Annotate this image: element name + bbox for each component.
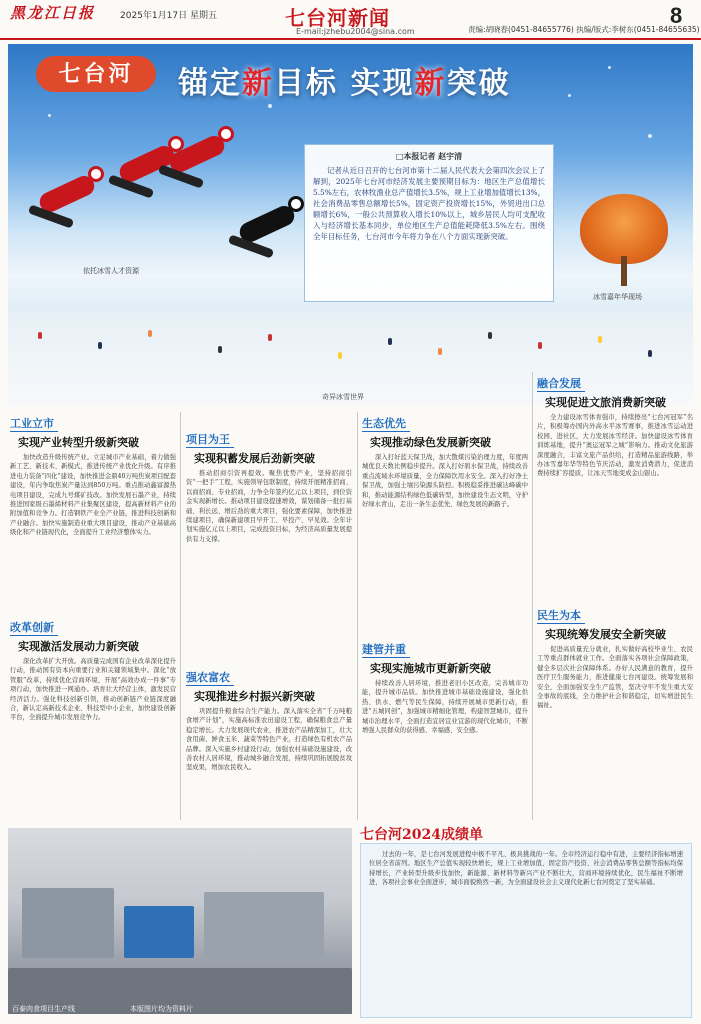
newspaper-logo: 黑龙江日报 xyxy=(10,4,96,22)
images-credit: 本版图片均为资料片 xyxy=(130,1005,193,1013)
factory-photo xyxy=(8,828,352,1014)
factory-caption: 百泰肉食项目生产线 xyxy=(12,1005,75,1013)
snowflake-icon xyxy=(568,94,571,97)
article-body: 深入打好蓝天保卫战，加大散煤污染治理力度，年度两城优良天数比例稳步提升。深入打好碧水保卫战，持续改善重点流域水环境质量，全力保障饮用水安全。深入打好净土保卫战，加强土壤污染源头防控。积极稳妥推进碳达峰碳中和，推动能源结构绿色低碳转型，加快建设生态文明，守护好绿水青山，走出一条生态优先、绿色发展的新路子。 xyxy=(362,454,528,509)
headline-part: 突破 xyxy=(446,66,511,101)
article-subhead: 实现激活发展动力新突破 xyxy=(18,640,139,653)
article-kicker: 建管并重 xyxy=(362,641,410,658)
article-reform xyxy=(10,616,176,826)
issue-date: 2025年1月17日 星期五 xyxy=(120,11,217,21)
orange-tree-photo xyxy=(576,194,672,284)
article-kicker: 民生为本 xyxy=(537,607,585,624)
article-kicker: 项目为王 xyxy=(186,431,234,448)
article-kicker: 强农富农 xyxy=(186,669,234,686)
article-body: 推动招商引资再提效。聚焦优势产业，坚持招商引资“一把手”工程，实施领导包联制度，持续开展精准招商、以商招商、专业招商，力争全年签约亿元以上项目，到位资金实现新增长。推动项目建设提速增效，谋划储备一批打基础、利长远、增后劲的重大项目，强化要素保障，加快推进续建项目，确保新建项目早开工、早投产、早见效。全年计划实施亿元以上项目，完成投资目标，为经济高质量发展提供有力支撑。 xyxy=(186,470,352,543)
hero-banner xyxy=(8,44,693,406)
article-culture-tourism xyxy=(537,372,693,598)
editors-line: 责编:胡晓春(0451-84655776) 执编/版式:李树东(0451-84655635) xyxy=(468,25,700,34)
article-urban xyxy=(362,638,528,818)
article-body: 巩固提升粮食综合生产能力。深入落实全省“千万吨粮食增产计划”，实施高标准农田建设工程，确保粮食总产量稳定增长。大力发展现代农业，推进农产品精深加工，壮大食用菌、鲜食玉米、蔬菜等特色产业，打造绿色有机农产品品牌。深入实施乡村建设行动，加强农村基础设施建设，改善农村人居环境，推动城乡融合发展，持续巩固拓展脱贫攻坚成果，增加农民收入。 xyxy=(186,708,352,772)
article-subhead: 实现实施城市更新新突破 xyxy=(370,662,491,675)
article-subhead: 实现促进文旅消费新突破 xyxy=(545,396,666,409)
article-livelihood xyxy=(537,604,693,818)
article-subhead: 实现产业转型升级新突破 xyxy=(18,436,139,449)
article-body: 全力建设冰雪体育强市，持续擦亮“七台河冠军”名片，积极筹办国内外高水平冰雪赛事，推进冰雪运动进校园、进社区，大力发展冰雪经济。加快建设冰雪体育训练基地，提升“奥运冠军之城”影响力。推动文化旅游深度融合，丰富文旅产品供给，打造精品旅游线路，举办冰雪嘉年华等特色节庆活动，激发消费潜力，促进消费持续扩容提质，让冰天雪地变成金山银山。 xyxy=(537,414,693,478)
headline-accent: 新 xyxy=(242,66,274,101)
headline-accent: 新 xyxy=(414,66,447,101)
machine xyxy=(124,906,194,958)
snowflake-icon xyxy=(48,114,51,117)
column-divider xyxy=(532,372,533,820)
article-subhead: 实现推进乡村振兴新突破 xyxy=(194,690,315,703)
machine xyxy=(22,888,114,958)
article-subhead: 实现积蓄发展后劲新突破 xyxy=(194,452,315,465)
machine xyxy=(204,892,324,958)
review-body: 过去的一年，是七台河发展进程中极不平凡、极具挑战的一年。全市经济运行稳中有进，主要经济指标增速位居全省前列。地区生产总值实现较快增长，规上工业增加值、固定资产投资、社会消费品零售总额等指标均保持增长，产业转型升级步伐加快，新能源、新材料等新兴产业不断壮大，营商环境持续优化，民生福祉不断增进，各项社会事业全面进步，城市面貌焕然一新，为全面建设社会主义现代化新七台河奠定了坚实基础。 xyxy=(369,851,683,887)
article-kicker: 工业立市 xyxy=(10,415,58,432)
hero-headline xyxy=(178,58,510,102)
article-kicker: 改革创新 xyxy=(10,619,58,636)
intro-box xyxy=(304,144,554,302)
article-body: 持续改善人居环境，推进老旧小区改造，完善城市功能，提升城市品质。加快推进城市基础设施建设，强化供热、供水、燃气等民生保障，持续开展城市更新行动，推进“五城同创”，加强城市精细化管理，构建智慧城市，提升城市治理水平，全面打造宜居宜业宜游的现代化城市，不断增强人民群众的获得感、幸福感、安全感。 xyxy=(362,680,528,735)
headline-part: 锚定 xyxy=(178,66,242,101)
article-body: 深化改革扩大开放。高质量完成国有企业改革深化提升行动，推动国有资本向重要行业和关键领域集中。深化“放管服”改革，持续优化营商环境，开展“高效办成一件事”专项行动，加快推进一网通办。培育壮大经营主体，激发民营经济活力。强化科技创新引领，推动创新链产业链深度融合，新认定高新技术企业、科技型中小企业，加快建设创新平台，全面提升城市发展竞争力。 xyxy=(10,658,176,722)
article-projects xyxy=(186,428,352,658)
article-ecology xyxy=(362,412,528,632)
snowflake-icon xyxy=(268,104,272,108)
article-body: 加快改造升级传统产业。立足城市产业基础，着力做强新工艺、新技术、新模式，推进传统产业优化升级。有序推进电力装备“四化”建设，加快推进金鼎40万吨焦炭项目配套建设，年内争取焦炭产量达到850万吨。重点推动鑫富源热电项目建设，完成九号煤矿技改。加快发展石墨产业，持续推进国家级石墨烯材料产业集聚区建设，提高新材料产业的附加值和竞争力。打造钢铁产业全产业链，推进科技创新和产业融合。加快实施制造业重大项目建设，推动产业基础高级化和产业链现代化，全面提升工业经济整体实力。 xyxy=(10,454,176,537)
column-divider xyxy=(180,412,181,820)
tree-caption: 冰雪嘉年华现场 xyxy=(593,293,642,301)
intro-text: 记者从近日召开的七台河市第十二届人民代表大会第四次会议上了解到，2025年七台河市经济发展主要预期目标为：地区生产总值增长5.5%左右，农林牧渔业总产值增长3.5%，规上工业增加值增长13%，社会消费品零售总额增长5%，固定资产投资增长15%，外贸进出口总额增长6%，一般公共预算收入增长10%以上，城乡居民人均可支配收入与经济增长基本同步，单位地区生产总值能耗降低3.5%左右。围绕全年目标任务，七台河市今年将力争在八个方面实现新突破。 xyxy=(313,166,545,241)
article-industry xyxy=(10,412,176,608)
article-subhead: 实现推动绿色发展新突破 xyxy=(370,436,491,449)
headline-part: 目标 实现 xyxy=(274,66,415,101)
ice-caption: 奇异冰雪世界 xyxy=(322,393,364,401)
city-badge: 七台河 xyxy=(36,56,156,92)
page-number: 8 xyxy=(670,3,683,28)
article-body: 促进高质量充分就业，扎实做好高校毕业生、农民工等重点群体就业工作。全面落实各项社会保障政策，健全多层次社会保障体系。办好人民满意的教育，提升医疗卫生服务能力，推进健康七台河建设。统筹发展和安全，全面加强安全生产监管，坚决守牢不发生重大安全事故的底线，全力维护社会和谐稳定，切实增进民生福祉。 xyxy=(537,646,693,710)
snowflake-icon xyxy=(608,66,611,69)
column-divider xyxy=(357,412,358,820)
article-subhead: 实现统筹发展安全新突破 xyxy=(545,628,666,641)
article-agriculture xyxy=(186,666,352,822)
article-kicker: 生态优先 xyxy=(362,415,410,432)
intro-author: □本报记者 赵宇清 xyxy=(395,152,463,161)
section-title: 七台河新闻 xyxy=(285,6,390,30)
review-title: 七台河2024成绩单 xyxy=(360,827,483,843)
review-box xyxy=(360,843,692,1018)
article-kicker: 融合发展 xyxy=(537,375,585,392)
masthead xyxy=(0,0,701,40)
section-email: E-mail:jzhebu2004@sina.com xyxy=(296,27,415,36)
skaters-caption: 依托冰雪人才资源 xyxy=(83,267,139,275)
snowflake-icon xyxy=(648,134,652,138)
